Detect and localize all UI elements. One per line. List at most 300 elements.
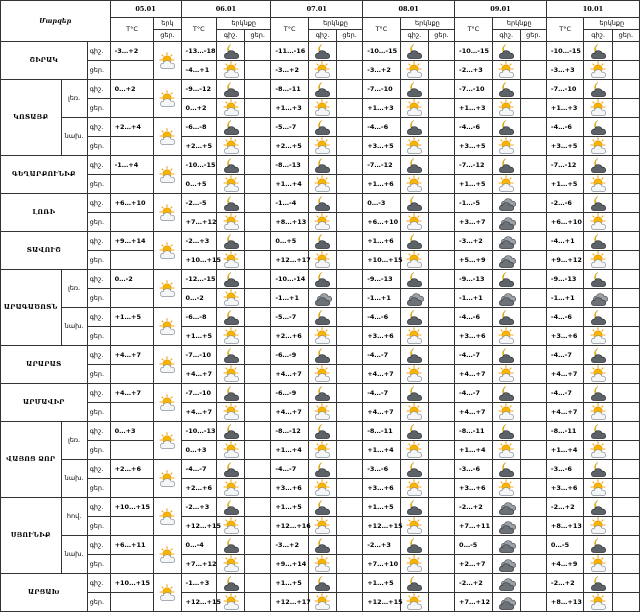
sky-cell — [520, 42, 546, 61]
day-col-header: ցեր. — [612, 30, 639, 42]
temperature-cell: +12…+15 — [363, 593, 401, 612]
partly-sunny-icon — [589, 137, 607, 155]
zone-label: լեռ. — [61, 422, 87, 460]
sky-cell — [492, 61, 520, 80]
temperature-cell: -7…-12 — [363, 156, 401, 175]
partly-sunny-icon — [222, 365, 240, 383]
sky-cell — [217, 384, 245, 403]
sky-cell — [308, 517, 336, 536]
temperature-cell: -10…-13 — [181, 422, 216, 441]
partly-sunny-icon — [313, 555, 331, 573]
night-cloudy-icon — [589, 194, 607, 212]
partly-sunny-icon — [222, 517, 240, 535]
temperature-cell: +12…+15 — [181, 593, 216, 612]
sky-cell — [584, 441, 612, 460]
sky-cell — [400, 441, 428, 460]
sky-cell — [245, 289, 271, 308]
sky-cell — [245, 156, 271, 175]
night-cloudy-icon — [497, 156, 515, 174]
temperature-cell: -10…-14 — [271, 270, 309, 289]
date-header: 06.01 — [181, 1, 271, 18]
temperature-cell: +1…+5 — [546, 175, 584, 194]
temperature-cell: 0…-5 — [546, 536, 584, 555]
night-cloudy-icon — [222, 156, 240, 174]
day-col-header: ցեր. — [428, 30, 454, 42]
partly-sunny-icon — [405, 593, 423, 611]
night-cloudy-icon — [589, 498, 607, 516]
table-row — [1, 308, 640, 327]
night-cloudy-icon — [589, 232, 607, 250]
temperature-cell: +4…+7 — [110, 384, 154, 403]
sky-cell — [400, 593, 428, 612]
period-label: գիշ. — [87, 536, 110, 555]
sky-cell — [308, 232, 336, 251]
sky-cell — [428, 441, 454, 460]
sky-cell — [584, 61, 612, 80]
night-cloudy-icon — [405, 536, 423, 554]
sky-cell — [245, 422, 271, 441]
temperature-cell: -12…-15 — [181, 270, 216, 289]
partly-sunny-icon — [589, 213, 607, 231]
sky-cell — [584, 156, 612, 175]
table-row — [1, 270, 640, 289]
temperature-cell: +2…+6 — [271, 327, 309, 346]
table-row — [1, 99, 640, 118]
sky-cell — [308, 346, 336, 365]
sky-cell — [400, 194, 428, 213]
sky-cell — [428, 308, 454, 327]
night-cloudy-icon — [497, 422, 515, 440]
temperature-cell: +1…+5 — [455, 175, 493, 194]
sky-cell — [245, 42, 271, 61]
sky-cell — [245, 232, 271, 251]
partly-sunny-icon — [589, 327, 607, 345]
sky-cell — [612, 232, 639, 251]
partly-sunny-icon — [589, 555, 607, 573]
sky-cell — [612, 61, 639, 80]
partly-sunny-icon — [158, 128, 176, 146]
sky-cell — [400, 61, 428, 80]
period-label: ցեր. — [87, 61, 110, 80]
temperature-cell: +4…+7 — [271, 403, 309, 422]
period-label: ցեր. — [87, 517, 110, 536]
sky-cell — [520, 270, 546, 289]
partly-sunny-icon — [589, 365, 607, 383]
sky-cell — [245, 213, 271, 232]
sky-cell — [428, 574, 454, 593]
temperature-cell: -4…-6 — [546, 308, 584, 327]
sky-cell — [400, 460, 428, 479]
temperature-cell: +1…+5 — [271, 574, 309, 593]
temperature-cell: +2…+5 — [271, 137, 309, 156]
temperature-cell: -6…-8 — [181, 308, 216, 327]
sky-cell — [245, 593, 271, 612]
temperature-cell: -6…-9 — [271, 346, 309, 365]
temperature-cell: -4…-6 — [363, 308, 401, 327]
sky-cell — [337, 270, 363, 289]
sky-cell — [612, 175, 639, 194]
partly-sunny-icon — [589, 175, 607, 193]
sky-cell — [584, 327, 612, 346]
sky-cell — [492, 194, 520, 213]
sky-cell — [428, 593, 454, 612]
sky-cell — [492, 118, 520, 137]
sky-cell — [612, 555, 639, 574]
partly-sunny-icon — [405, 403, 423, 421]
partly-sunny-icon — [158, 166, 176, 184]
sky-cell — [337, 555, 363, 574]
sky-cell — [520, 194, 546, 213]
sky-cell — [217, 479, 245, 498]
region-name: ՎԱՅՈՑ ՁՈՐ — [1, 422, 62, 498]
partly-sunny-icon — [313, 479, 331, 497]
sky-cell — [492, 422, 520, 441]
temperature-cell: +1…+4 — [271, 175, 309, 194]
partly-sunny-icon — [158, 546, 176, 564]
temperature-cell — [110, 61, 154, 80]
temperature-cell: +7…+12 — [181, 213, 216, 232]
temperature-cell: -1…+1 — [363, 289, 401, 308]
sky-cell — [245, 99, 271, 118]
night-cloudy-icon — [313, 536, 331, 554]
sky-col-header: երկնքը — [308, 18, 362, 30]
temperature-cell: 0…-3 — [363, 194, 401, 213]
day-col-header: ցեր. — [154, 30, 181, 42]
sky-cell — [217, 156, 245, 175]
temperature-cell: +2…+4 — [110, 118, 154, 137]
night-cloudy-icon — [405, 42, 423, 60]
night-cloudy-icon — [589, 42, 607, 60]
sky-cell — [337, 156, 363, 175]
temperature-cell: -4…-7 — [363, 346, 401, 365]
temperature-cell: +4…+7 — [455, 403, 493, 422]
sky-cell — [337, 61, 363, 80]
temperature-cell — [110, 175, 154, 194]
partly-sunny-icon — [497, 175, 515, 193]
partly-sunny-icon — [405, 517, 423, 535]
temperature-cell: -8…-12 — [271, 422, 309, 441]
sky-cell — [492, 460, 520, 479]
overcast-icon — [497, 194, 515, 212]
partly-sunny-icon — [589, 403, 607, 421]
partly-sunny-icon — [222, 479, 240, 497]
sky-cell — [154, 308, 181, 346]
temperature-cell: +1…+6 — [363, 175, 401, 194]
sky-cell — [245, 403, 271, 422]
partly-sunny-icon — [405, 251, 423, 269]
sky-cell — [492, 346, 520, 365]
zone-label: նախ. — [61, 118, 87, 156]
temperature-cell: -7…-10 — [181, 346, 216, 365]
sky-cell — [217, 365, 245, 384]
partly-sunny-icon — [589, 61, 607, 79]
period-label: ցեր. — [87, 99, 110, 118]
table-row — [1, 137, 640, 156]
night-cloudy-icon — [497, 384, 515, 402]
sky-cell — [584, 194, 612, 213]
sky-cell — [492, 232, 520, 251]
sky-cell — [217, 42, 245, 61]
night-col-header: գիշ. — [492, 30, 520, 42]
sky-cell — [584, 308, 612, 327]
period-label: գիշ. — [87, 308, 110, 327]
sky-cell — [492, 308, 520, 327]
sky-cell — [428, 270, 454, 289]
temperature-cell: -10…-15 — [181, 156, 216, 175]
date-header: 05.01 — [110, 1, 181, 18]
partly-sunny-icon — [405, 555, 423, 573]
temperature-cell: -3…+2 — [455, 232, 493, 251]
partly-sunny-icon — [313, 175, 331, 193]
period-label: գիշ. — [87, 574, 110, 593]
table-row — [1, 213, 640, 232]
table-row — [1, 517, 640, 536]
temperature-cell: +12…+17 — [271, 251, 309, 270]
sky-cell — [308, 175, 336, 194]
table-row — [1, 156, 640, 175]
region-name: ԱՐՄԱՎԻՐ — [1, 384, 88, 422]
sky-cell — [612, 42, 639, 61]
temperature-cell: +3…+6 — [455, 479, 493, 498]
temperature-cell: +3…+5 — [455, 137, 493, 156]
sky-cell — [520, 593, 546, 612]
zone-label: լեռ. — [61, 270, 87, 308]
temperature-cell: +2…+7 — [455, 555, 493, 574]
period-label: գիշ. — [87, 232, 110, 251]
sky-cell — [584, 498, 612, 517]
sky-cell — [612, 251, 639, 270]
temperature-cell: +4…+7 — [546, 403, 584, 422]
temperature-cell: +1…+3 — [363, 99, 401, 118]
sky-cell — [400, 232, 428, 251]
temperature-cell: -4…-7 — [181, 460, 216, 479]
sky-cell — [308, 80, 336, 99]
sky-cell — [337, 346, 363, 365]
sky-cell — [584, 555, 612, 574]
sky-cell — [245, 517, 271, 536]
sky-cell — [428, 422, 454, 441]
sky-cell — [492, 156, 520, 175]
partly-sunny-icon — [313, 61, 331, 79]
temperature-cell: -2…-6 — [546, 194, 584, 213]
sky-cell — [492, 574, 520, 593]
temperature-cell: -4…-7 — [546, 346, 584, 365]
temperature-cell: -3…-6 — [455, 460, 493, 479]
sky-cell — [154, 574, 181, 612]
sky-cell — [428, 536, 454, 555]
sky-cell — [492, 365, 520, 384]
temperature-cell: +7…+12 — [455, 593, 493, 612]
temperature-cell: -1…-5 — [455, 194, 493, 213]
sky-cell — [492, 384, 520, 403]
sky-cell — [520, 346, 546, 365]
temperature-cell: +3…+6 — [455, 327, 493, 346]
overcast-icon — [497, 555, 515, 573]
temperature-cell: +3…+6 — [363, 479, 401, 498]
sky-cell — [337, 80, 363, 99]
sky-cell — [492, 593, 520, 612]
period-label: գիշ. — [87, 194, 110, 213]
temperature-cell: -5…-7 — [271, 118, 309, 137]
overcast-icon — [497, 251, 515, 269]
temperature-cell: +4…+7 — [546, 365, 584, 384]
night-cloudy-icon — [405, 574, 423, 592]
temperature-cell: -3…-6 — [363, 460, 401, 479]
night-cloudy-icon — [405, 384, 423, 402]
sky-cell — [584, 42, 612, 61]
night-cloudy-icon — [313, 42, 331, 60]
partly-sunny-icon — [313, 403, 331, 421]
sky-cell — [428, 555, 454, 574]
temperature-cell: +1…+4 — [455, 441, 493, 460]
temperature-cell: -8…-11 — [455, 422, 493, 441]
sky-cell — [308, 99, 336, 118]
night-cloudy-icon — [589, 422, 607, 440]
partly-sunny-icon — [405, 175, 423, 193]
sky-cell — [520, 422, 546, 441]
temp-col-header: T°C — [110, 18, 154, 42]
temperature-cell: -1…+1 — [455, 289, 493, 308]
sky-cell — [217, 175, 245, 194]
region-name: ՏԱՎՈՒՇ — [1, 232, 88, 270]
period-label: գիշ. — [87, 118, 110, 137]
sky-cell — [520, 441, 546, 460]
temperature-cell: +2…+6 — [181, 479, 216, 498]
temperature-cell: -2…+3 — [363, 536, 401, 555]
sky-cell — [400, 403, 428, 422]
temperature-cell: -2…+3 — [455, 61, 493, 80]
temp-col-header: T°C — [546, 18, 584, 42]
temperature-cell: +1…+5 — [363, 574, 401, 593]
night-cloudy-icon — [222, 308, 240, 326]
sky-cell — [400, 80, 428, 99]
table-row — [1, 194, 640, 213]
temperature-cell: -7…-10 — [455, 80, 493, 99]
night-cloudy-icon — [313, 232, 331, 250]
sky-cell — [428, 175, 454, 194]
day-col-header: ցեր. — [520, 30, 546, 42]
temperature-cell: -10…-15 — [455, 42, 493, 61]
sky-cell — [492, 137, 520, 156]
table-row — [1, 232, 640, 251]
sky-col-header: երկնքը — [492, 18, 546, 30]
temperature-cell: +1…+4 — [546, 441, 584, 460]
night-cloudy-icon — [589, 346, 607, 364]
table-row — [1, 384, 640, 403]
partly-sunny-icon — [405, 213, 423, 231]
sky-cell — [428, 213, 454, 232]
temperature-cell: -6…-9 — [271, 384, 309, 403]
temperature-cell: +5…+9 — [455, 251, 493, 270]
night-cloudy-icon — [497, 346, 515, 364]
overcast-icon — [497, 536, 515, 554]
sky-cell — [217, 194, 245, 213]
sky-cell — [520, 555, 546, 574]
sky-cell — [520, 574, 546, 593]
partly-sunny-icon — [222, 61, 240, 79]
temperature-cell: 0…-2 — [110, 270, 154, 289]
temperature-cell: -2…+2 — [546, 498, 584, 517]
temperature-cell: -2…-5 — [181, 194, 216, 213]
zone-label: նախ. — [61, 308, 87, 346]
partly-sunny-icon — [497, 327, 515, 345]
partly-sunny-icon — [497, 99, 515, 117]
sky-cell — [337, 99, 363, 118]
temperature-cell: -4…-6 — [455, 308, 493, 327]
partly-sunny-icon — [222, 99, 240, 117]
temperature-cell — [110, 251, 154, 270]
temperature-cell: +7…+11 — [455, 517, 493, 536]
region-name: ԱՐՑԱԽ — [1, 574, 88, 612]
temperature-cell: 0…+2 — [110, 80, 154, 99]
sky-cell — [308, 498, 336, 517]
sky-cell — [520, 232, 546, 251]
sky-cell — [308, 593, 336, 612]
temperature-cell: -9…-13 — [455, 270, 493, 289]
night-cloudy-icon — [313, 308, 331, 326]
sky-cell — [400, 270, 428, 289]
table-row — [1, 175, 640, 194]
night-cloudy-icon — [497, 460, 515, 478]
sky-cell — [337, 517, 363, 536]
sky-cell — [612, 327, 639, 346]
zone-label: լեռ. — [61, 80, 87, 118]
sky-cell — [400, 327, 428, 346]
period-label: ցեր. — [87, 251, 110, 270]
night-cloudy-icon — [497, 270, 515, 288]
night-cloudy-icon — [313, 422, 331, 440]
partly-sunny-icon — [222, 175, 240, 193]
temperature-cell: +4…+7 — [455, 365, 493, 384]
partly-sunny-icon — [158, 584, 176, 602]
temperature-cell: -4…-6 — [455, 118, 493, 137]
temperature-cell: -2…+3 — [181, 232, 216, 251]
partly-sunny-icon — [589, 99, 607, 117]
temperature-cell: +6…+11 — [110, 536, 154, 555]
sky-cell — [400, 498, 428, 517]
sky-cell — [428, 232, 454, 251]
temperature-cell: -8…-11 — [363, 422, 401, 441]
temperature-cell: -4…-6 — [363, 118, 401, 137]
temperature-cell — [110, 365, 154, 384]
sky-cell — [217, 80, 245, 99]
sky-cell — [584, 346, 612, 365]
sky-cell — [217, 327, 245, 346]
overcast-icon — [497, 593, 515, 611]
sky-cell — [337, 479, 363, 498]
partly-sunny-icon — [313, 213, 331, 231]
temperature-cell: 0…+5 — [181, 175, 216, 194]
sky-cell — [337, 574, 363, 593]
temperature-cell: 0…-5 — [455, 536, 493, 555]
temperature-cell — [110, 137, 154, 156]
sky-cell — [428, 80, 454, 99]
temperature-cell: +12…+16 — [271, 517, 309, 536]
sky-cell — [428, 251, 454, 270]
sky-cell — [612, 118, 639, 137]
period-label: գիշ. — [87, 346, 110, 365]
temperature-cell: -3…+2 — [110, 42, 154, 61]
sky-cell — [520, 156, 546, 175]
temperature-cell: +3…+7 — [455, 213, 493, 232]
date-header: 09.01 — [455, 1, 547, 18]
sky-cell — [584, 536, 612, 555]
temperature-cell — [110, 517, 154, 536]
night-cloudy-icon — [405, 232, 423, 250]
partly-sunny-icon — [405, 365, 423, 383]
temperature-cell: -2…+3 — [181, 498, 216, 517]
sky-cell — [308, 118, 336, 137]
